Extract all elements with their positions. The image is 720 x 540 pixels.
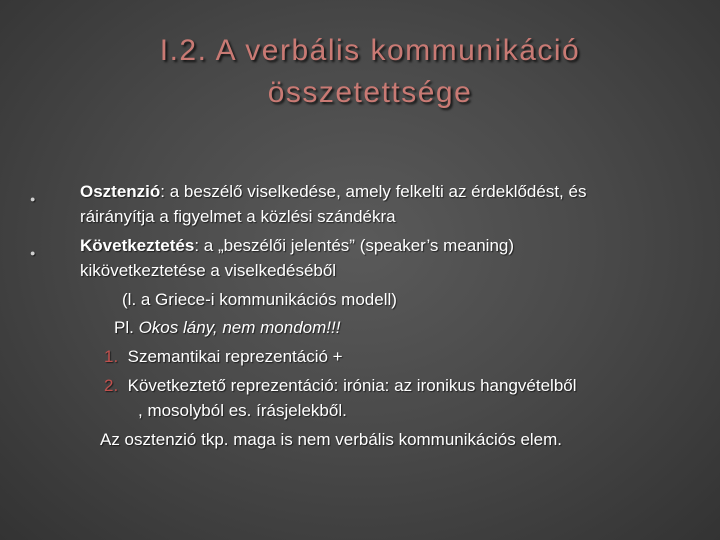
bullet-2-text: : a „beszélői jelentés” (speaker’s meaning) (194, 236, 515, 255)
list-item-1 (104, 345, 343, 368)
list-number-2: 2. (104, 376, 119, 395)
title-line-1: I.2. A verbális kommunikáció (159, 34, 581, 67)
term-osztenzio: Osztenzió (80, 182, 161, 201)
example-text: Okos lány, nem mondom!!! (138, 318, 341, 337)
bullet-dot-icon: ● (30, 248, 36, 258)
example-line (114, 316, 340, 339)
list-item-2 (104, 374, 577, 397)
title-line-2: összetettsége (267, 76, 473, 109)
term-kovetkeztetes: Következtetés (80, 236, 195, 255)
list-item-1-text: Szemantikai reprezentáció + (127, 347, 343, 366)
bullet-2-line-2: kikövetkeztetése a viselkedéséből (80, 261, 337, 280)
list-item-2-text: Következtető reprezentáció: irónia: az ironikus hangvételből (127, 376, 577, 395)
bullet-1-line-1 (80, 180, 586, 203)
list-item-2-continuation: , mosolyból es. írásjelekből. (138, 401, 347, 420)
list-number-1: 1. (104, 347, 119, 366)
bullet-1-text: : a beszélő viselkedése, amely felkelti az érdeklődést, és (160, 182, 587, 201)
example-prefix: Pl. (114, 318, 139, 337)
griece-reference: (l. a Griece-i kommunikációs modell) (122, 290, 397, 309)
bullet-2-line-1 (80, 234, 514, 257)
bullet-1-line-2: ráirányítja a figyelmet a közlési szándékra (80, 207, 396, 226)
closing-line: Az osztenzió tkp. maga is nem verbális kommunikációs elem. (100, 430, 563, 449)
bullet-dot-icon: ● (30, 194, 36, 204)
